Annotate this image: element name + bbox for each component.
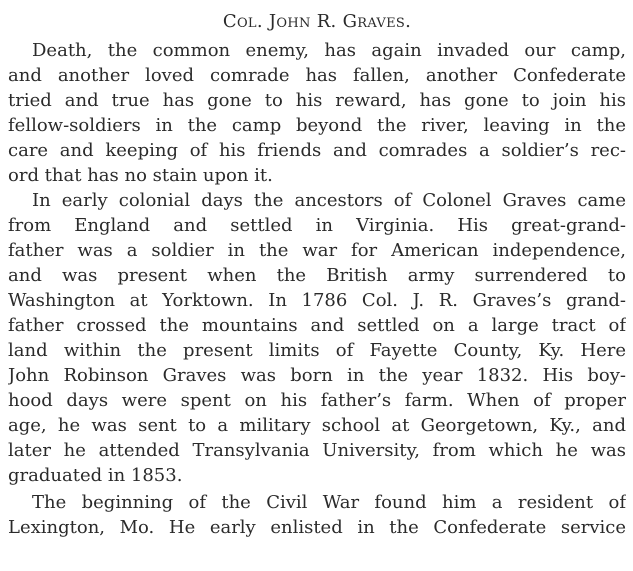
text-line: Washington at Yorktown. In 1786 Col. J. R. Graves’s grand- [8,290,626,311]
document-page [8,0,626,571]
article-heading: Col. John R. Graves. [222,11,412,32]
text-line: age, he was sent to a military school at Georgetown, Ky., and [8,415,626,436]
text-line: and was present when the British army surrendered to [8,265,626,286]
text-line: care and keeping of his friends and comrades a soldier’s rec- [8,140,626,161]
text-line: Lexington, Mo. He early enlisted in the Confederate service [8,517,626,538]
text-line: and another loved comrade has fallen, another Confederate [8,65,626,86]
text-line: The beginning of the Civil War found him a resident of [32,492,626,513]
text-line: tried and true has gone to his reward, has gone to join his [8,90,626,111]
text-line: In early colonial days the ancestors of Colonel Graves came [32,190,626,211]
text-line: father was a soldier in the war for American independence, [8,240,626,261]
text-line: later he attended Transylvania University, from which he was [8,440,626,461]
text-line: father crossed the mountains and settled on a large tract of [8,315,626,336]
text-line: Death, the common enemy, has again invaded our camp, [32,40,626,61]
text-line: graduated in 1853. [8,465,183,486]
text-line: land within the present limits of Fayette County, Ky. Here [8,340,626,361]
text-line: fellow-soldiers in the camp beyond the river, leaving in the [8,115,626,136]
text-line: ord that has no stain upon it. [8,165,273,186]
text-line: John Robinson Graves was born in the year 1832. His boy- [8,365,626,386]
text-line: from England and settled in Virginia. His great-grand- [8,215,626,236]
text-line: hood days were spent on his father’s farm. When of proper [8,390,626,411]
